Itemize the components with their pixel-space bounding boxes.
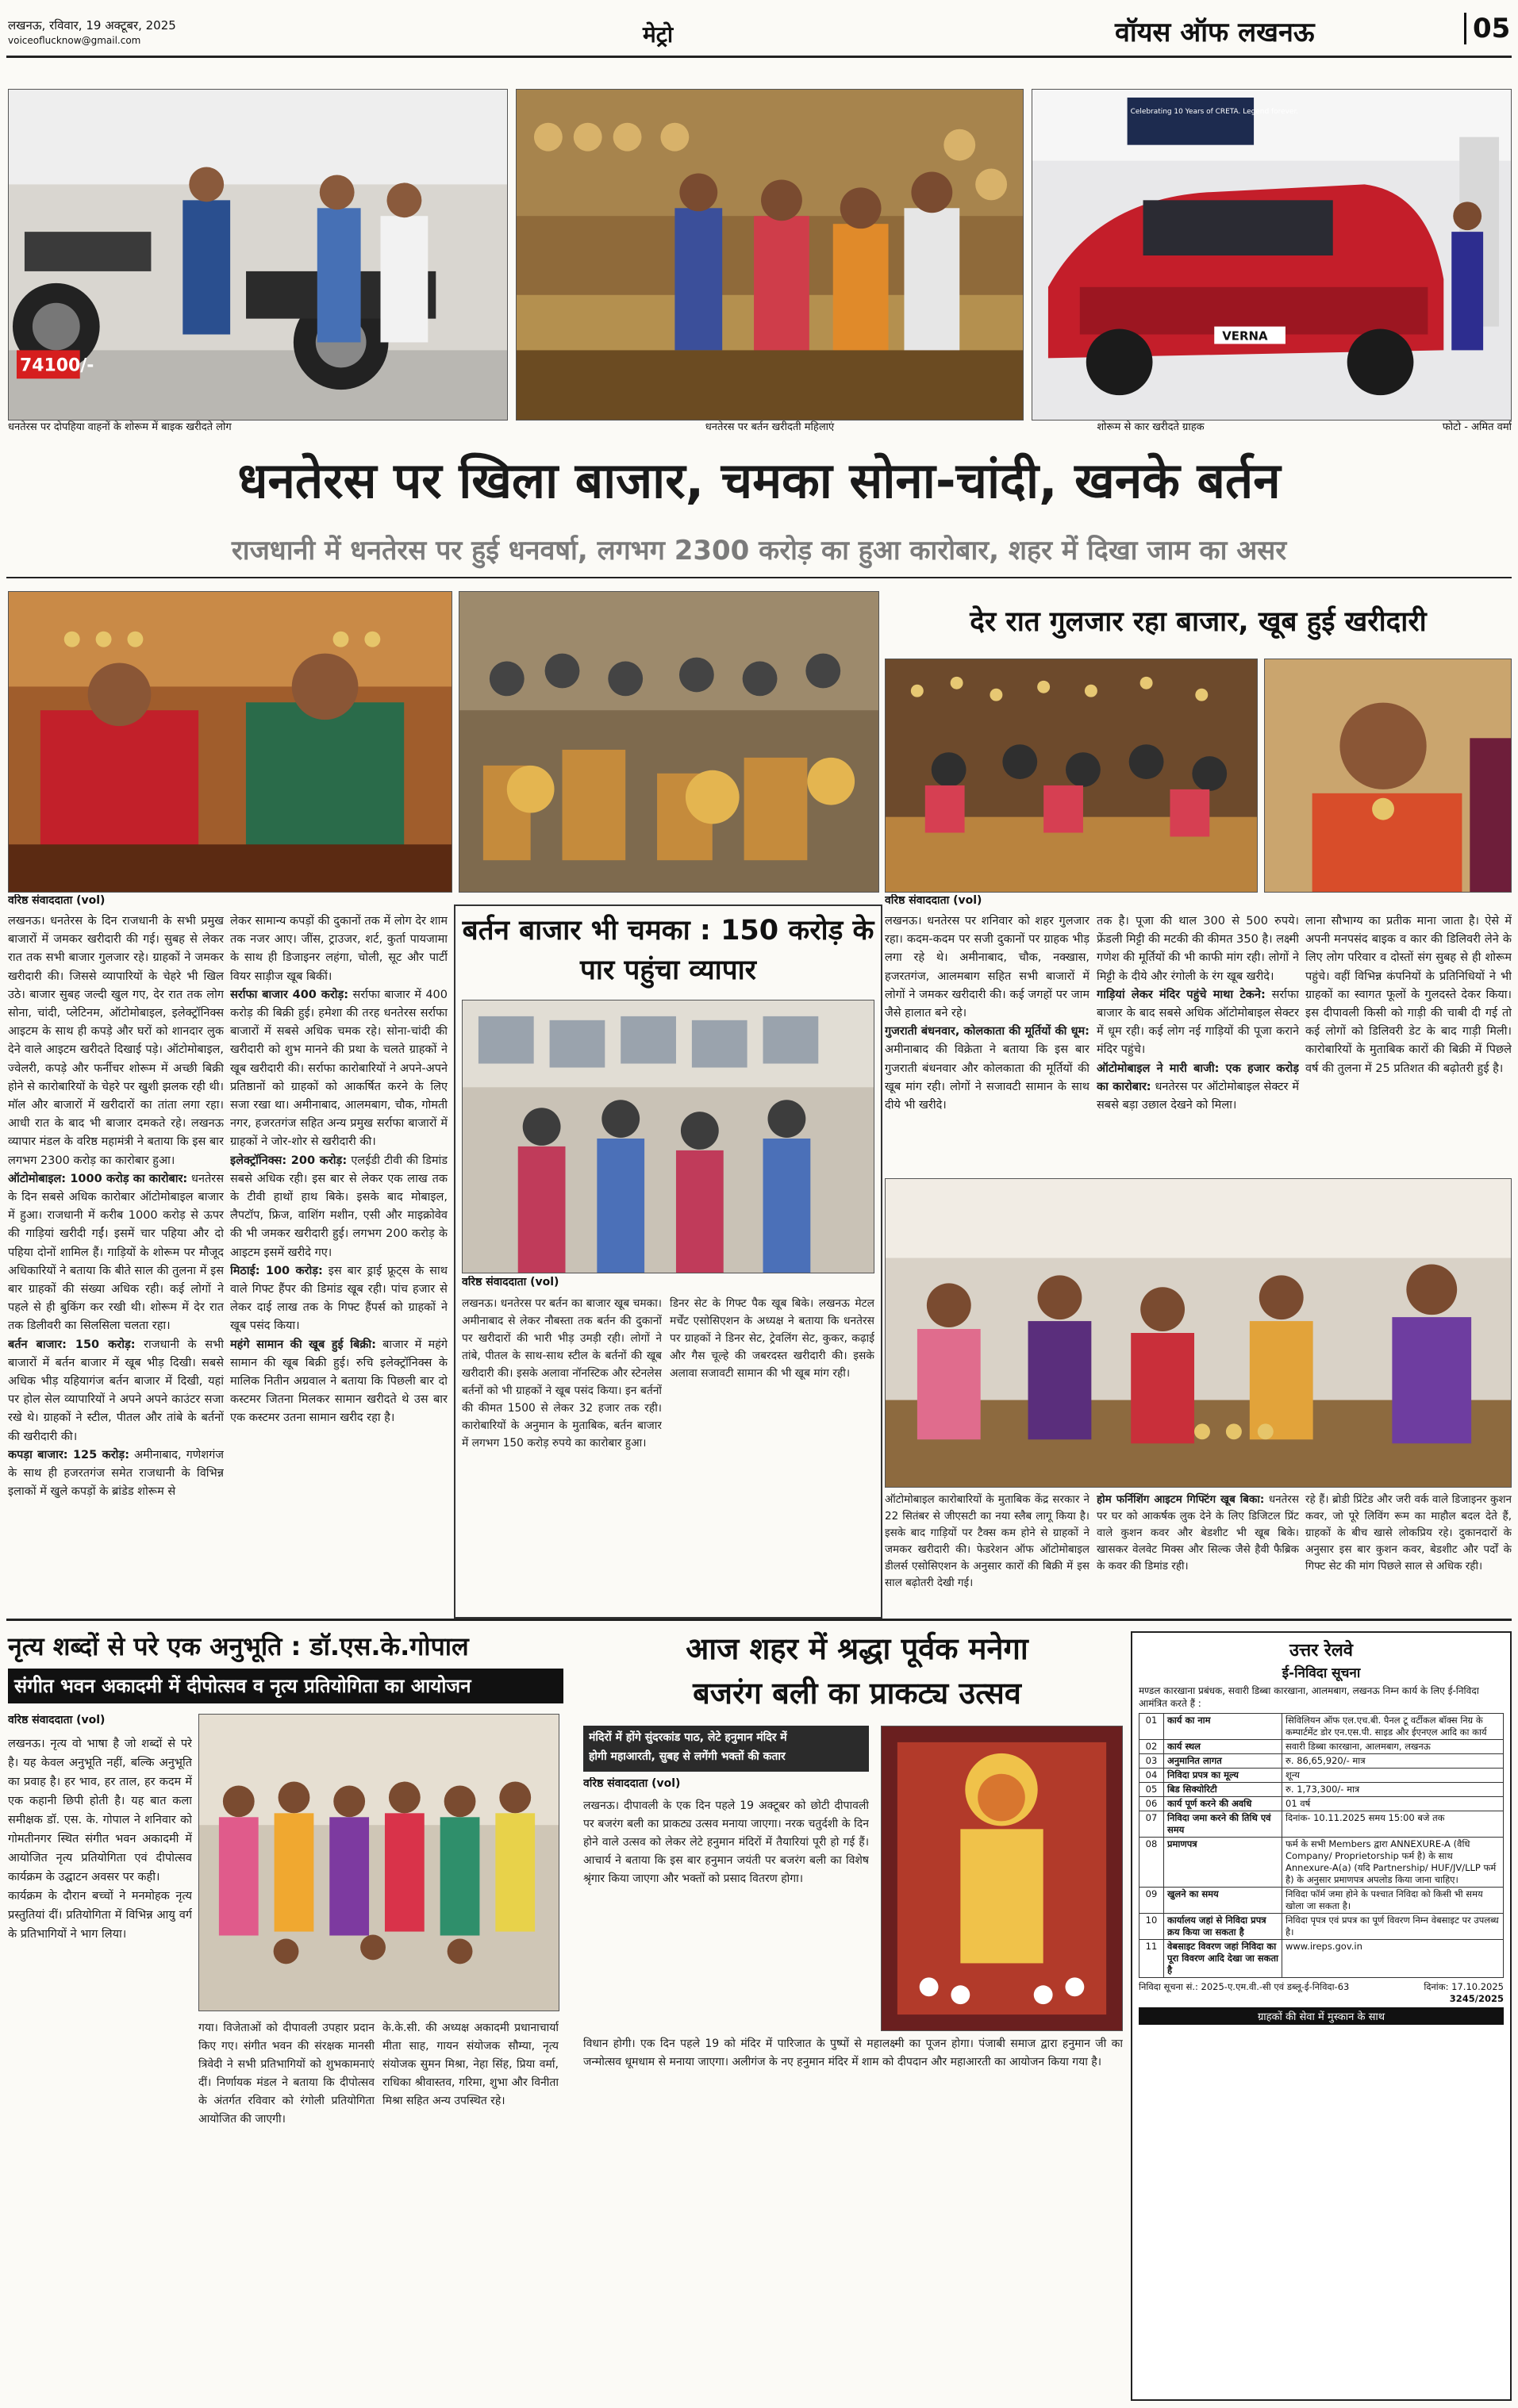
tender-table (1139, 1713, 1504, 1978)
masthead (0, 0, 1518, 60)
tender-date: दिनांक: 17.10.2025 (1424, 1981, 1504, 1992)
bottom-right-col3-text: रहे हैं। ब्रोडी प्रिंटेड और जरी वर्क वाले डिजाइनर कुशन कवर, जो पूरे लिविंग रूम का माहौल बदल देते हैं, ग्राहकों के बीच खासे लोकप्रिय रहे। दुकानदारों के अनुसार इस बार कुशन कवर, बेडशीट और पर्दों के गिफ्ट सेट की मांग पिछले साल से अधिक रही। (1305, 1493, 1512, 1573)
tender-row-label: वेबसाइट विवरण जहां निविदा का पूरा विवरण आदि देखा जा सकता है (1164, 1940, 1282, 1978)
bottom-right-col2-text: धनतेरस पर घर को आकर्षक लुक देने के लिए डिजिटल प्रिंट वाले कुशन कवर और बेडशीट भी खूब बिके। खासकर वेलवेट मिक्स और सिल्क जैसे हैवी फैब्रिक के कवर की डिमांड रही। (1097, 1493, 1299, 1573)
photo-utensil-shop (516, 89, 1024, 421)
main-col2-text-2: सर्राफा बाजार में 400 करोड़ की बिक्री हुई। हमेशा की तरह धनतेरस सर्राफा बाजारों में सबसे अधिक चमक रहे। सोना-चांदी की खरीदारी को शुभ मानने की प्रथा के चलते ग्राहकों ने खूब खरीदारी की। सर्राफा कारोबारियों ने अपने-अपने प्रतिष्ठानों को ग्राहकों को आकर्षित करने के लिए सजा रखा था। अमीनाबाद, आलमबाग, चौक, गोमती नगर, हजरतगंज सहित अन्य प्रमुख सर्राफा बाजारों में ग्राहकों ने जोर-शोर से खरीदारी की। (230, 988, 448, 1149)
main-col2-text-4: इस बार ड्राई फ्रूट्स के साथ वाले गिफ्ट हैंपर की डिमांड खूब रही। पांच हजार से लेकर दाई लाख तक के गिफ्ट हैंपर्स को ग्राहकों ने खूब पसंद किया। (230, 1264, 448, 1333)
tender-row-label: कार्य पूर्ण करने की अवधि (1164, 1797, 1282, 1811)
dance-col-1 (8, 1734, 192, 2401)
tender-row-number: 09 (1139, 1888, 1164, 1914)
tender-row-value: सिविलियन ऑफ एल.एच.बी. पैनल टू वर्टीकल बॉक्स निग्र के कम्पार्टमेंट डोर एन.एस.पी. साइड और ईएनएल आदि का कार्य (1282, 1714, 1504, 1740)
night-col2-text-3: धनतेरस पर ऑटोमोबाइल सेक्टर में सबसे बड़ा उछाल देखने को मिला। (1097, 1080, 1299, 1112)
night-col-2 (1097, 912, 1299, 1170)
night-col1-text: लखनऊ। धनतेरस पर शनिवार को शहर गुलजार रहा। कदम-कदम पर सजी दुकानों पर ग्राहक भीड़ लगा रहे थे। अमीनाबाद, चौक, नक्खास, हजरतगंज, आलमबाग सहित सभी बाजारों में लोगों ने जमकर खरीदारी की। कई जगहों पर जाम जैसे हालात बने रहे। (885, 915, 1090, 1020)
main-byline: वरिष्ठ संवाददाता (vol) (8, 894, 246, 908)
sidebar-col2-text: डिनर सेट के गिफ्ट पैक खूब बिके। लखनऊ मेटल मर्चेंट एसोसिएशन के अध्यक्ष ने बताया कि धनतेरस पर ग्राहकों ने डिनर सेट, ट्रेवलिंग सेट, कुकर, कढ़ाई और गैस चूल्हे की जबरदस्त खरीदारी की। इसके अलावा सजावटी सामान की भी खूब मांग रही। (670, 1297, 874, 1380)
tender-row (1139, 1754, 1504, 1769)
tender-row-label: कार्य स्थल (1164, 1740, 1282, 1754)
bottom-right-subhead: होम फर्निशिंग आइटम गिफ्टिंग खूब बिका: (1097, 1493, 1265, 1506)
bottom-right-col-1 (885, 1492, 1090, 1611)
night-col1-text-2: अमीनाबाद की विक्रेता ने बताया कि इस बार गुजराती बंधनवार और कोलकाता की मूर्तियों की खूब मांग रही। लोगों ने सजावटी सामान के साथ दीये भी खरीदे। (885, 1043, 1090, 1112)
hanuman-col-2 (583, 2035, 1123, 2400)
night-col1-subhead: गुजराती बंधनवार, कोलकाता की मूर्तियों की धूम: (885, 1025, 1090, 1039)
hanuman-col2-text: विधान होगी। एक दिन पहले 19 को मंदिर में पारिजात के पुष्पों से महालक्ष्मी का पूजन होगा। पंजाबी समाज द्वारा हनुमान जी का जन्मोत्सव धूमधाम से मनाया जाएगा। अलीगंज के नए हनुमान मंदिर में शाम को दीपदान और महाआरती का आयोजन किया गया है। (583, 2037, 1123, 2068)
tender-row-value: निविदा फॉर्म जमा होने के पश्चात निविदा को किसी भी समय खोला जा सकता है। (1282, 1888, 1504, 1914)
date-line: लखनऊ, रविवार, 19 अक्टूबर, 2025 (8, 18, 176, 33)
tender-row (1139, 1914, 1504, 1940)
tender-row-label: कार्य का नाम (1164, 1714, 1282, 1740)
bottom-right-col1-text: ऑटोमोबाइल कारोबारियों के मुताबिक केंद्र सरकार ने 22 सितंबर से जीएसटी का नया स्लैब लागू किया है। इसके बाद गाड़ियों पर टैक्स कम होने से ग्राहकों ने जमकर खरीदारी की। फेडरेशन ऑफ ऑटोमोबाइल डीलर्स एसोसिएशन के अनुसार कारों की बिक्री में इस साल बढ़ोतरी देखी गई। (885, 1493, 1090, 1589)
tender-row-value: www.ireps.gov.in (1282, 1940, 1504, 1978)
tender-row-value: रु. 86,65,920/- मात्र (1282, 1754, 1504, 1769)
main-story-col-2 (230, 912, 448, 1607)
photo-dance-group (198, 1714, 559, 2011)
tender-row-label: खुलने का समय (1164, 1888, 1282, 1914)
tender-slogan: ग्राहकों की सेवा में मुस्कान के साथ (1139, 2007, 1504, 2025)
tender-notice (1131, 1631, 1512, 2401)
main-col2-subhead-expensive: महंगे सामान की खूब हुई बिक्री: (230, 1338, 376, 1351)
main-col2-text-5: बाजार में महंगे सामान की खूब बिक्री हुई। रुचि इलेक्ट्रॉनिक्स के मालिक नितीन अग्रवाल ने बताया कि पिछली बार दो कस्टमर जितना मिलकर सामान खरीदते थे उस बार एक कस्टमर उतना सामान खरीद रहा है। (230, 1338, 448, 1425)
photo-utensil-crowd (462, 1000, 874, 1273)
photo-jewellery-counter (885, 1178, 1512, 1488)
tender-row-number: 11 (1139, 1940, 1164, 1978)
tender-row-number: 03 (1139, 1754, 1164, 1769)
tender-row (1139, 1888, 1504, 1914)
tender-row-label: प्रमाणपत्र (1164, 1838, 1282, 1888)
night-col-3 (1305, 912, 1512, 1170)
hanuman-col1-text: लखनऊ। दीपावली के एक दिन पहले 19 अक्टूबर को छोटी दीपावली पर बजरंग बली का प्राकट्य उत्सव मनाया जाएगा। नरक चतुर्दशी के दिन होने वाले उत्सव को लेकर लेटे हनुमान मंदिरों में तैयारियां पूरी हो गई हैं। आचार्य ने बताया कि इस बार हनुमान जयंती पर बजरंग बली का विशेष श्रृंगार किया जाएगा और भक्तों को प्रसाद वितरण होगा। (583, 1799, 869, 1885)
main-col1-text-4: अमीनाबाद, गणेशगंज के साथ ही हजरतगंज समेत राजधानी के विभिन्न इलाकों में खुले कपड़ों के ब्रांडेड शोरूम से (8, 1448, 224, 1499)
sidebar-col-1 (462, 1295, 662, 1608)
tender-row-label: कार्यालय जहां से निविदा प्रपत्र क्रय किया जा सकता है (1164, 1914, 1282, 1940)
dance-subheadline: संगीत भवन अकादमी में दीपोत्सव व नृत्य प्रतियोगिता का आयोजन (14, 1675, 471, 1697)
dance-col1-text: लखनऊ। नृत्य वो भाषा है जो शब्दों से परे है। यह केवल अनुभूति नहीं, बल्कि अनुभूति का प्रवाह है। हर भाव, हर ताल, हर कदम में एक कहानी छिपी होती है। यह बात कला समीक्षक डॉ. एस. के. गोपाल ने शनिवार को गोमतीनगर स्थित संगीत भवन अकादमी में आयोजित नृत्य प्रतियोगिता एवं दीपोत्सव कार्यक्रम के उद्घाटन अवसर पर कही। (8, 1738, 192, 1884)
photo-night-market (885, 659, 1258, 893)
tender-intro: मण्डल कारखाना प्रबंधक, सवारी डिब्बा कारखाना, आलमबाग, लखनऊ निम्न कार्य के लिए ई-निविदा आमंत्रित करते हैं : (1139, 1685, 1479, 1709)
hanuman-kicker-1: मंदिरों में होंगे सुंदरकांड पाठ, लेटे हनुमान मंदिर में (589, 1731, 787, 1744)
night-col2-text: तक है। पूजा की थाल 300 से 500 रुपये। फ्रेंडली मिट्टी की मटकी की कीमत 350 है। लक्ष्मी गणेश की मूर्तियों की भी काफी मांग रही। लोगों ने मिट्टी के दीये और रंगोली के रंग खूब खरीदे। (1097, 915, 1299, 983)
main-subheadline: राजधानी में धनतेरस पर हुई धनवर्षा, लगभग 2300 करोड़ का हुआ कारोबार, शहर में दिखा जाम का असर (231, 535, 1287, 566)
tender-row (1139, 1769, 1504, 1783)
sidebar-headline: बर्तन बाजार भी चमका : 150 करोड़ के पार पहुंचा व्यापार (462, 915, 874, 986)
main-col1-subhead-utensils: बर्तन बाजार: 150 करोड़: (8, 1338, 136, 1351)
tender-row (1139, 1783, 1504, 1797)
page-number: 05 (1464, 13, 1510, 44)
night-col2-subhead-temple: गाड़ियां लेकर मंदिर पहुंचे माथा टेकने: (1097, 988, 1266, 1001)
hanuman-headline-2: बजरंग बली का प्राकट्य उत्सव (693, 1676, 1021, 1711)
tender-row-label: अनुमानित लागत (1164, 1754, 1282, 1769)
tender-row-number: 04 (1139, 1769, 1164, 1783)
tender-title: ई-निविदा सूचना (1282, 1665, 1361, 1681)
dance-headline: नृत्य शब्दों से परे एक अनुभूति : डॉ.एस.के.गोपाल (8, 1631, 469, 1661)
tender-row-label: निविदा जमा करने की तिथि एवं समय (1164, 1811, 1282, 1838)
main-headline: धनतेरस पर खिला बाजार, चमका सोना-चांदी, खनके बर्तन (237, 451, 1281, 509)
night-col2-text-2: सर्राफा बाजार के बाद सबसे अधिक ऑटोमोबाइल सेक्टर में धूम रही। कई लोग नई गाड़ियों की पूजा कराने मंदिर पहुंचे। (1097, 988, 1299, 1057)
tender-row-value: सवारी डिब्बा कारखाना, आलमबाग, लखनऊ (1282, 1740, 1504, 1754)
sidebar-col-2 (670, 1295, 874, 1608)
car-plate: VERNA (1222, 328, 1268, 344)
main-col2-subhead-sweets: मिठाई: 100 करोड़: (230, 1264, 323, 1277)
main-col2-subhead-sarafa: सर्राफा बाजार 400 करोड़: (230, 988, 349, 1001)
tender-row-number: 08 (1139, 1838, 1164, 1888)
main-col1-subhead-clothes: कपड़ा बाजार: 125 करोड़: (8, 1448, 129, 1461)
section-label: मेट्रो (643, 21, 674, 48)
main-col1-text-3: राजधानी के सभी बाजारों में बर्तन बाजार में खूब भीड़ दिखी। सबसे अधिक भीड़ यहियागंज बर्तन बाजार में दिखी, यहां पर होल सेल व्यापारियों ने अपने अपने काउंटर सजा रखे थे। ग्राहकों ने स्टील, पीतल और तांबे के बर्तनों की खरीदारी की। (8, 1338, 224, 1443)
car-banner: Celebrating 10 Years of CRETA. Legend forever. (1130, 107, 1299, 116)
tender-row-number: 01 (1139, 1714, 1164, 1740)
night-headline: देर रात गुलजार रहा बाजार, खूब हुई खरीदारी (970, 606, 1427, 638)
hanuman-kicker-2: होगी महाआरती, सुबह से लगेंगी भक्तों की कतार (589, 1750, 786, 1763)
tender-row-value: दिनांक- 10.11.2025 समय 15:00 बजे तक (1282, 1811, 1504, 1838)
header-rule (6, 56, 1512, 58)
tender-row (1139, 1797, 1504, 1811)
main-col2-text: लेकर सामान्य कपड़ों की दुकानों तक में लोग देर शाम तक नजर आए। जींस, ट्राउजर, शर्ट, कुर्ता पायजामा के साथ ही डिजाइनर लहंगा, चोली, सूट और पार्टी वियर साड़ीज खूब बिकीं। (230, 915, 448, 983)
tender-notice-number: निविदा सूचना सं.: 2025-ए.एम.वी.-सी एवं डब्लू-ई-निविदा-63 (1139, 1981, 1350, 1992)
dance-col1-text-2: कार्यक्रम के दौरान बच्चों ने मनमोहक नृत्य प्रस्तुतियां दीं। प्रतियोगिता में विभिन्न आयु वर्ग के प्रतिभागियों ने भाग लिया। (8, 1890, 192, 1941)
night-col3-text: लाना सौभाग्य का प्रतीक माना जाता है। ऐसे में अपनी मनपसंद बाइक व कार की डिलिवरी लेने के लिए लोग परिवार व दोस्तों संग सुबह से ही शोरूम पहुंचे। वहीं विभिन्न कंपनियों के प्रतिनिधियों ने भी ग्राहकों का स्वागत फूलों के गुलदस्ते देकर किया। इस दीपावली किसी को गाड़ी की चाबी दी गई तो कई लोगों को डिलिवरी डेट के बाद गाड़ी मिली। कारोबारियों के मुताबिक कारों की बिक्री में पिछले वर्ष की तुलना में 25 प्रतिशत की बढ़ोतरी हुई है। (1305, 915, 1512, 1075)
tender-row-number: 10 (1139, 1914, 1164, 1940)
tender-row-value: 01 वर्ष (1282, 1797, 1504, 1811)
email: voiceoflucknow@gmail.com (8, 35, 141, 46)
photo-car-showroom (1032, 89, 1512, 421)
dance-byline: वरिष्ठ संवाददाता (vol) (8, 1714, 214, 1727)
hanuman-headline-1: आज शहर में श्रद्धा पूर्वक मनेगा (686, 1631, 1028, 1666)
tender-row (1139, 1940, 1504, 1978)
tender-railway: उत्तर रेलवे (1289, 1641, 1354, 1661)
dance-col-3 (382, 2019, 559, 2400)
photo-hanuman-idol (881, 1726, 1123, 2031)
mid-page-rule (6, 1619, 1512, 1621)
main-story-col-1 (8, 912, 224, 1607)
tender-row (1139, 1740, 1504, 1754)
photo-jewellery-1 (8, 591, 452, 893)
headline-rule (6, 577, 1512, 578)
photo-credit: फोटो - अमित वर्मा (1301, 421, 1512, 434)
photo-woman-jewellery (1264, 659, 1512, 893)
paper-name: वॉयस ऑफ लखनऊ (1115, 17, 1315, 48)
tender-row (1139, 1838, 1504, 1888)
main-col1-text-2: धनतेरस के दिन सबसे अधिक कारोबार ऑटोमोबाइल बाजार में हुआ। राजधानी में करीब 1000 करोड़ से ऊपर की गाड़ियां खरीदी गईं। इसमें चार पहिया और दो पहिया दोनों शामिल हैं। गाड़ियों के शोरूम पर मौजूद अधिकारियों ने बताया कि बीते साल की तुलना में इस बार ग्राहकों की संख्या अधिक रही। कई लोगों ने पहले से ही बुकिंग कर रखी थी। शोरूम में देर रात तक डिलीवरी का सिलसिला चलता रहा। (8, 1172, 224, 1333)
main-col2-subhead-electronics: इलेक्ट्रॉनिक्स: 200 करोड़: (230, 1154, 348, 1167)
photo-brass-market (459, 591, 879, 893)
sidebar-col1-text: लखनऊ। धनतेरस पर बर्तन का बाजार खूब चमका। अमीनाबाद से लेकर नौबस्ता तक बर्तन की दुकानों पर खरीदारों की भारी भीड़ उमड़ी रही। लोगों ने तांबे, पीतल के साथ-साथ स्टील के बर्तनों की खूब खरीदारी की। इसके अलावा नॉनस्टिक और स्टेनलेस बर्तनों को भी ग्राहकों ने खूब पसंद किया। इन बर्तनों की कीमत 1500 से लेकर 32 हजार तक रही। कारोबारियों के अनुमान के मुताबिक, बर्तन बाजार में लगभग 150 करोड़ रुपये का कारोबार हुआ। (462, 1297, 662, 1450)
bottom-right-col-2 (1097, 1492, 1299, 1611)
bottom-right-col-3 (1305, 1492, 1512, 1611)
hanuman-byline: वरिष्ठ संवाददाता (vol) (583, 1777, 821, 1791)
tender-code: 3245/2025 (1449, 1993, 1504, 2004)
tender-row (1139, 1714, 1504, 1740)
tender-row-label: बिड सिक्योरिटी (1164, 1783, 1282, 1797)
night-col2-subhead-auto: ऑटोमोबाइल ने मारी बाजी: एक हजार करोड़ का कारोबार: (1097, 1062, 1299, 1093)
sidebar-byline: वरिष्ठ संवाददाता (vol) (462, 1276, 700, 1289)
main-col1-text: लखनऊ। धनतेरस के दिन राजधानी के सभी प्रमुख बाजारों में जमकर खरीदारी की गई। सुबह से लेकर रात तक सभी बाजार गुलजार रहे। ग्राहकों ने जमकर खरीदारी की। जिससे व्यापारियों के चेहरे भी खिल उठे। बाजार सुबह जल्दी खुल गए, देर रात तक लोग सोना, चांदी, प्लेटिनम, ऑटोमोबाइल, इलेक्ट्रॉनिक्स आइटम के साथ ही कपड़े और घरों को शानदार लुक देने वाले आइटम खरीदते दिखाई पड़े। ऑटोमोबाइल, ज्वेलरी, कपड़े और फर्नीचर शोरूम में अच्छी बिक्री होने से कारोबारियों के चेहरे पर खुशी झलक रही थी। मॉल और बाजारों में खरीदारों का तांता लगा रहा। आधी रात के बाद भी बाजार दमकते रहे। लखनऊ व्यापार मंडल के वरिष्ठ महामंत्री ने बताया कि इस बार लगभग 2300 करोड़ का कारोबार हुआ। (8, 915, 224, 1167)
caption-car: शोरूम से कार खरीदते ग्राहक (1032, 421, 1270, 434)
dance-col-2 (198, 2019, 375, 2400)
tender-row-number: 07 (1139, 1811, 1164, 1838)
night-byline: वरिष्ठ संवाददाता (vol) (885, 894, 1123, 908)
hanuman-col-1 (583, 1797, 869, 2031)
night-col-1 (885, 912, 1090, 1170)
tender-row-value: फर्म के सभी Members द्वारा ANNEXURE-A (वैधि Company/ Proprietorship फर्म है) के साथ Annexure-A(a) (यदि Partnership/ HUF/JV/LLP फर्म है) के अनुसार प्रमाणपत्र अपलोड किया जाना चाहिए। (1282, 1838, 1504, 1888)
tender-row-number: 05 (1139, 1783, 1164, 1797)
caption-utensils: धनतेरस पर बर्तन खरीदती महिलाएं (516, 421, 1024, 434)
tender-row-number: 02 (1139, 1740, 1164, 1754)
caption-bike: धनतेरस पर दोपहिया वाहनों के शोरूम में बाइक खरीदते लोग (8, 421, 508, 434)
tender-row-value: शून्य (1282, 1769, 1504, 1783)
main-col1-subhead-auto: ऑटोमोबाइल: 1000 करोड़ का कारोबार: (8, 1172, 188, 1185)
tender-row-number: 06 (1139, 1797, 1164, 1811)
photo-bike-showroom (8, 89, 508, 421)
tender-row-value: रु. 1,73,300/- मात्र (1282, 1783, 1504, 1797)
dance-col3-text: के.के.सी. की अध्यक्ष अकादमी प्रधानाचार्या मीता साह, गायन संयोजक सौम्या, नृत्य संयोजक सुमन मिश्रा, नेहा सिंह, प्रिया वर्मा, राधिका श्रीवास्तव, गरिमा, शुभा और विनीता मिश्रा सहित अन्य उपस्थित रहे। (382, 2022, 559, 2107)
tender-row-value: निविदा पृपत्र एवं प्रपत्र का पूर्ण विवरण निम्न वेबसाइट पर उपलब्ध है। (1282, 1914, 1504, 1940)
dance-col2-text: गया। विजेताओं को दीपावली उपहार प्रदान किए गए। संगीत भवन की संरक्षक मानसी त्रिवेदी ने सभी प्रतिभागियों को शुभकामनाएं दीं। निर्णायक मंडल ने बताया कि दीपोत्सव के अंतर्गत रविवार को रंगोली प्रतियोगिता आयोजित की जाएगी। (198, 2022, 375, 2126)
tender-row-label: निविदा प्रपत्र का मूल्य (1164, 1769, 1282, 1783)
bike-price-sign: 74100/- (19, 355, 94, 376)
tender-row (1139, 1811, 1504, 1838)
main-col2-text-3: एलईडी टीवी की डिमांड सबसे अधिक रही। इस बार से लेकर एक लाख तक के टीवी हाथों हाथ बिके। इसके बाद मोबाइल, लैपटॉप, फ्रिज, वाशिंग मशीन, एसी और माइक्रोवेव की भी जमकर खरीदारी हुई। लगभग 200 करोड़ के आइटम इसमें खरीदे गए। (230, 1154, 448, 1259)
